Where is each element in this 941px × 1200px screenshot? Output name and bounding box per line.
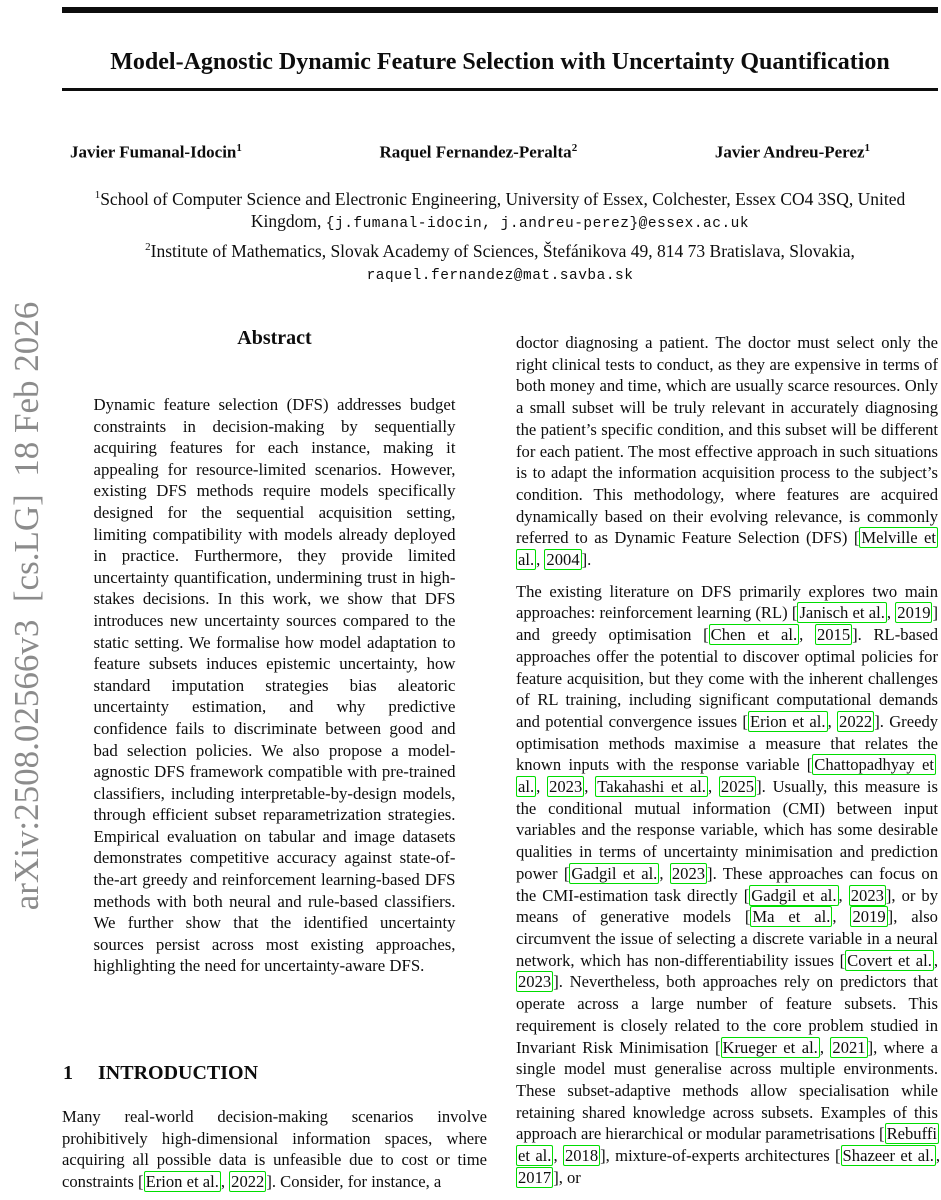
- right-column: [516, 332, 941, 1188]
- citation-link[interactable]: Chen et al.: [710, 625, 798, 645]
- citation-link[interactable]: 2021: [832, 1037, 866, 1057]
- citation-link[interactable]: 2023: [518, 972, 552, 992]
- citation-link[interactable]: Takahashi et al.: [597, 777, 706, 797]
- top-rule: [62, 7, 938, 13]
- introduction-paragraph: Many real-world decision-making scenarios involve prohibitively high-dimensional information spaces, where acquiring all possible data is unfeasible due to cost or time constraints [ Erion et al. , 2022 ]. Consider, for instance, a: [62, 1107, 487, 1192]
- citation-link[interactable]: Ma et al.: [752, 907, 831, 927]
- author-1-name: Javier Fumanal-Idocin: [70, 142, 237, 162]
- citation-link[interactable]: Erion et al.: [749, 711, 826, 731]
- citation-link[interactable]: 2018: [564, 1146, 599, 1166]
- right-column-paragraph-2: The existing literature on DFS primarily explores two main approaches: reinforcement learning (RL) [ Janisch et al. , 2019 ] and greedy optimisation [ Chen et al. , 2015 ]. RL-based approaches offer the potential to discover optimal policies for feature acquisition, but they come with the inherent challenges of RL training, including significant computational demands and potential convergence issues [ Erion et al. , 2022 ]. Greedy optimisation methods maximise a measure that relates the known inputs with the response variable [ Chattopadhyay et al. , 2023 , Takahashi et al. , 2025 ]. Usually, this measure is the conditional mutual information (CMI) between input variables and the response variable, which has some desirable qualities in terms of uncertainty minimisation and prediction power [ Gadgil et al. , 2023 ]. These approaches can focus on the CMI-estimation task directly [ Gadgil et al. , 2023 ], or by means of generative models [ Ma et al. , 2019 ], also circumvent the issue of selecting a discrete variable in a neural network, which has non-differentiability issues [ Covert et al. , 2023 ]. Nevertheless, both approaches rely on predictors that operate across a large number of feature subsets. This requirement is closely related to the core problem studied in Invariant Risk Minimisation [ Krueger et al. , 2021 ], where a single model must generalise across multiple environments. These subset-adaptive methods allow specialisation while retaining shared knowledge across subsets. Examples of this approach are hierarchical or modular parametrisations [ Rebuffi et al. , 2018 ], mixture-of-experts architectures [ Shazeer et al. , 2017 ], or: [516, 581, 941, 1187]
- section-1-number: 1: [63, 1062, 73, 1084]
- citation-link[interactable]: 2025: [720, 777, 755, 797]
- citation-link[interactable]: 2019: [897, 603, 931, 623]
- arxiv-watermark: arXiv:2508.02566v3 [cs.LG] 18 Feb 2026: [7, 301, 46, 911]
- citation-link[interactable]: Gadgil et al.: [571, 863, 658, 883]
- citation-link[interactable]: Krueger et al.: [722, 1037, 818, 1057]
- author-1-affiliation-mark: 1: [236, 142, 242, 154]
- citation-link[interactable]: Covert et al.: [847, 950, 932, 970]
- affiliation-line-4: [62, 262, 938, 288]
- citation-link[interactable]: 2022: [231, 1172, 265, 1192]
- email-address: {j.fumanal-idocin, j.andreu-perez}@essex.ac.uk: [325, 216, 750, 233]
- citation-link[interactable]: Shazeer et al.: [842, 1146, 934, 1166]
- author-3-name: Javier Andreu-Perez: [714, 142, 865, 162]
- affiliation-line-3: $^2$Institute of Mathematics, Slovak Academy of Sciences, Štefánikova 49, 814 73 Bratislava, Slovakia,: [145, 240, 855, 261]
- citation-link[interactable]: 2023: [671, 863, 706, 883]
- citation-link[interactable]: 2023: [549, 777, 583, 797]
- abstract-heading: Abstract: [237, 327, 312, 349]
- affiliation-superscript: 1: [94, 189, 101, 201]
- right-column-paragraph-1: doctor diagnosing a patient. The doctor must select only the right clinical tests to conduct, as they are expensive in terms of both money and time, which are usually scarce resources. Only a small subset will be truly relevant in accurately diagnosing the patient’s specific condition, and this subset will be different for each patient. The most effective approach in such situations is to adapt the information acquisition process to the subject’s condition. This methodology, where features are acquired dynamically based on their evolving relevance, is commonly referred to as Dynamic Feature Selection (DFS) [ Melville et al. , 2004 ].: [516, 333, 938, 570]
- citation-link[interactable]: Erion et al.: [145, 1172, 219, 1192]
- author-1: [70, 142, 242, 163]
- citation-link[interactable]: Rebuffi et al.: [518, 1124, 937, 1166]
- citation-link[interactable]: 2015: [816, 625, 851, 645]
- citation-link[interactable]: Gadgil et al.: [751, 885, 837, 905]
- citation-link[interactable]: Melville et al.: [518, 528, 936, 570]
- citation-link[interactable]: 2019: [852, 907, 886, 927]
- section-1-title: INTRODUCTION: [98, 1062, 259, 1084]
- abstract-text: Dynamic feature selection (DFS) addresses budget constraints in decision-making by sequentially acquiring features for each instance, making it appealing for resource-limited scenarios. However, existing DFS methods require models specifically designed for the sequential acquisition setting, limiting compatibility with models already deployed in practice. Furthermore, they provide limited uncertainty quantification, undermining trust in high-stakes decisions. In this work, we show that DFS introduces new uncertainty sources compared to the static setting. We formalise how model adaptation to feature subsets induces epistemic uncertainty, how standard imputation strategies bias aleatoric uncertainty estimation, and why predictive confidence fails to discriminate between good and bad selection policies. We also propose a model-agnostic DFS framework compatible with pre-trained classifiers, including interpretable-by-design models, through efficient subset reparametrization strategies. Empirical evaluation on tabular and image datasets demonstrates competitive accuracy against state-of-the-art greedy and reinforcement learning-based DFS methods with both neural and rule-based classifiers. We further show that the identified uncertainty sources persist across most existing approaches, highlighting the need for uncertainty-aware DFS.: [93, 395, 456, 976]
- citation-link[interactable]: 2022: [839, 711, 873, 731]
- email-address: raquel.fernandez@mat.savba.sk: [366, 268, 634, 285]
- affiliation-line-1: $^1$School of Computer Science and Electronic Engineering, University of Essex, Colchester, Essex CO4 3SQ, United: [94, 188, 906, 209]
- author-3: [715, 142, 870, 163]
- author-2: [380, 142, 578, 163]
- left-column: [62, 327, 487, 977]
- author-2-affiliation-mark: 2: [571, 142, 578, 154]
- title-divider-rule: [62, 88, 938, 91]
- citation-link[interactable]: 2004: [546, 550, 580, 570]
- author-2-name: Raquel Fernandez-Peralta: [379, 142, 572, 162]
- section-1-heading: [63, 1062, 488, 1085]
- citation-link[interactable]: 2017: [518, 1167, 552, 1187]
- citation-link[interactable]: Chattopadhyay et al.: [518, 755, 934, 797]
- citation-link[interactable]: Janisch et al.: [799, 603, 885, 623]
- affiliations-block: [62, 184, 938, 288]
- affiliation-superscript: 2: [145, 240, 151, 253]
- author-3-affiliation-mark: 1: [864, 142, 870, 154]
- citation-link[interactable]: 2023: [850, 885, 884, 905]
- paper-title: Model-Agnostic Dynamic Feature Selection with Uncertainty Quantification: [110, 49, 890, 76]
- author-row: [70, 142, 870, 163]
- affiliation-line-2: Kingdom, {j.fumanal-idocin, j.andreu-perez}@essex.ac.uk: [250, 211, 750, 233]
